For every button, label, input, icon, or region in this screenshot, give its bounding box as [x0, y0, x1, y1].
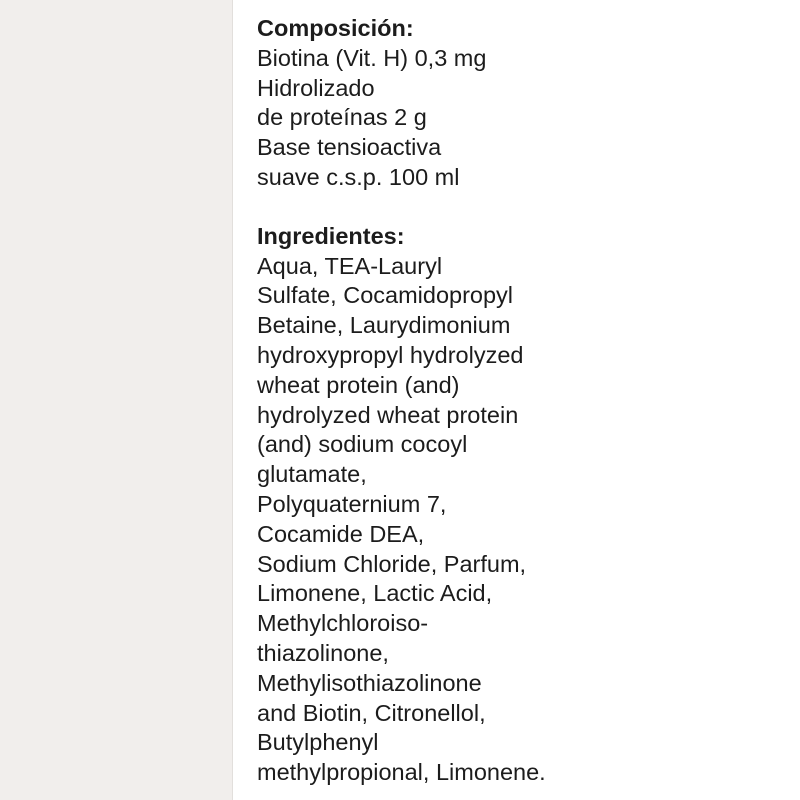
ingredients-heading: Ingredientes: — [257, 222, 405, 249]
ingredient-line: thiazolinone, — [257, 639, 389, 666]
ingredient-line: Betaine, Laurydimonium — [257, 312, 511, 339]
ingredient-line: Sodium Chloride, Parfum, — [257, 550, 527, 577]
ingredient-line: Methylisothiazolinone — [257, 669, 482, 696]
ingredient-line: wheat protein (and) — [257, 371, 460, 398]
composition-line: de proteínas 2 g — [257, 104, 427, 131]
ingredient-line: hydrolyzed wheat protein — [257, 401, 519, 428]
ingredient-line: Limonene, Lactic Acid, — [257, 580, 493, 607]
ingredient-line: Butylphenyl — [257, 729, 379, 756]
ingredient-line: glutamate, — [257, 461, 367, 488]
composition-section — [257, 14, 777, 193]
composition-line: Base tensioactiva — [257, 134, 442, 161]
composition-line: suave c.s.p. 100 ml — [257, 163, 460, 190]
ingredient-line: Sulfate, Cocamidopropyl — [257, 282, 514, 309]
ingredient-line: Polyquaternium 7, — [257, 490, 447, 517]
ingredients-section — [257, 222, 777, 788]
ingredient-line: Aqua, TEA-Lauryl — [257, 252, 443, 279]
ingredient-line: hydroxypropyl hydrolyzed — [257, 341, 524, 368]
composition-line: Hidrolizado — [257, 74, 375, 101]
label-text — [257, 14, 777, 788]
ingredient-line: (and) sodium cocoyl — [257, 431, 468, 458]
ingredient-line: and Biotin, Citronellol, — [257, 699, 486, 726]
ingredient-line: Methylchloroiso- — [257, 610, 429, 637]
section-spacer — [257, 193, 777, 222]
ingredient-line: Cocamide DEA, — [257, 520, 425, 547]
composition-heading: Composición: — [257, 15, 414, 41]
composition-line: Biotina (Vit. H) 0,3 mg — [257, 44, 487, 71]
ingredient-line: methylpropional, Limonene. — [257, 759, 546, 786]
